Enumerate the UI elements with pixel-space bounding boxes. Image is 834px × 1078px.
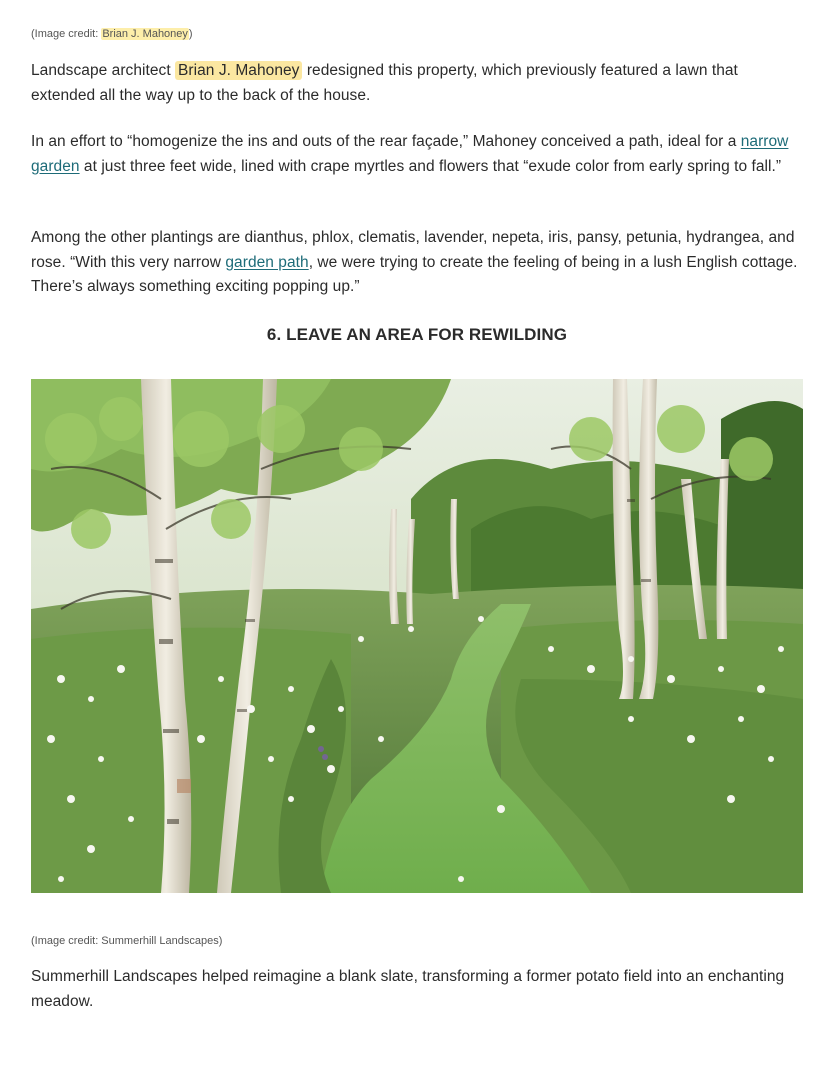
credit-suffix: ) bbox=[188, 28, 193, 40]
section-heading: 6. LEAVE AN AREA FOR REWILDING bbox=[266, 325, 568, 344]
image-credit-bottom: (Image credit: Summerhill Landscapes) bbox=[31, 935, 223, 947]
paragraph3-after: , we were trying to create the feeling of being in a lush English cottage. There’s always something exciting popping up.” bbox=[31, 253, 798, 295]
credit-name-highlight[interactable]: Brian J. Mahoney bbox=[102, 28, 188, 40]
paragraph3-before: Among the other plantings are dianthus, phlox, clematis, lavender, nepeta, iris, pansy, petunia, hydrangea, and rose. “With this very narrow bbox=[31, 229, 795, 271]
meadow-photo bbox=[31, 379, 803, 893]
paragraph2-before: In an effort to “homogenize the ins and outs of the rear façade,” Mahoney conceived a path, ideal for a bbox=[31, 133, 741, 150]
paragraph-landscape-architect bbox=[31, 59, 803, 108]
paragraph2-after: at just three feet wide, lined with crape myrtles and flowers that “exude color from early spring to fall.” bbox=[79, 157, 782, 175]
paragraph1-after: redesigned this property, which previously featured a lawn that extended all the way up to the back of the house. bbox=[31, 62, 738, 104]
paragraph-homogenize bbox=[31, 130, 803, 179]
architect-name-highlight[interactable]: Brian J. Mahoney bbox=[175, 61, 302, 80]
paragraph-plantings bbox=[31, 226, 803, 300]
meadow-illustration bbox=[31, 379, 803, 893]
garden-path-link[interactable]: garden path bbox=[225, 253, 309, 271]
narrow-garden-link[interactable]: narrow garden bbox=[31, 133, 789, 175]
image-credit-top bbox=[31, 27, 193, 41]
paragraph1-before: Landscape architect bbox=[31, 62, 176, 79]
paragraph-summerhill: Summerhill Landscapes helped reimagine a blank slate, transforming a former potato field into an enchanting meadow. bbox=[31, 968, 785, 1010]
credit-prefix: (Image credit: bbox=[31, 28, 102, 40]
